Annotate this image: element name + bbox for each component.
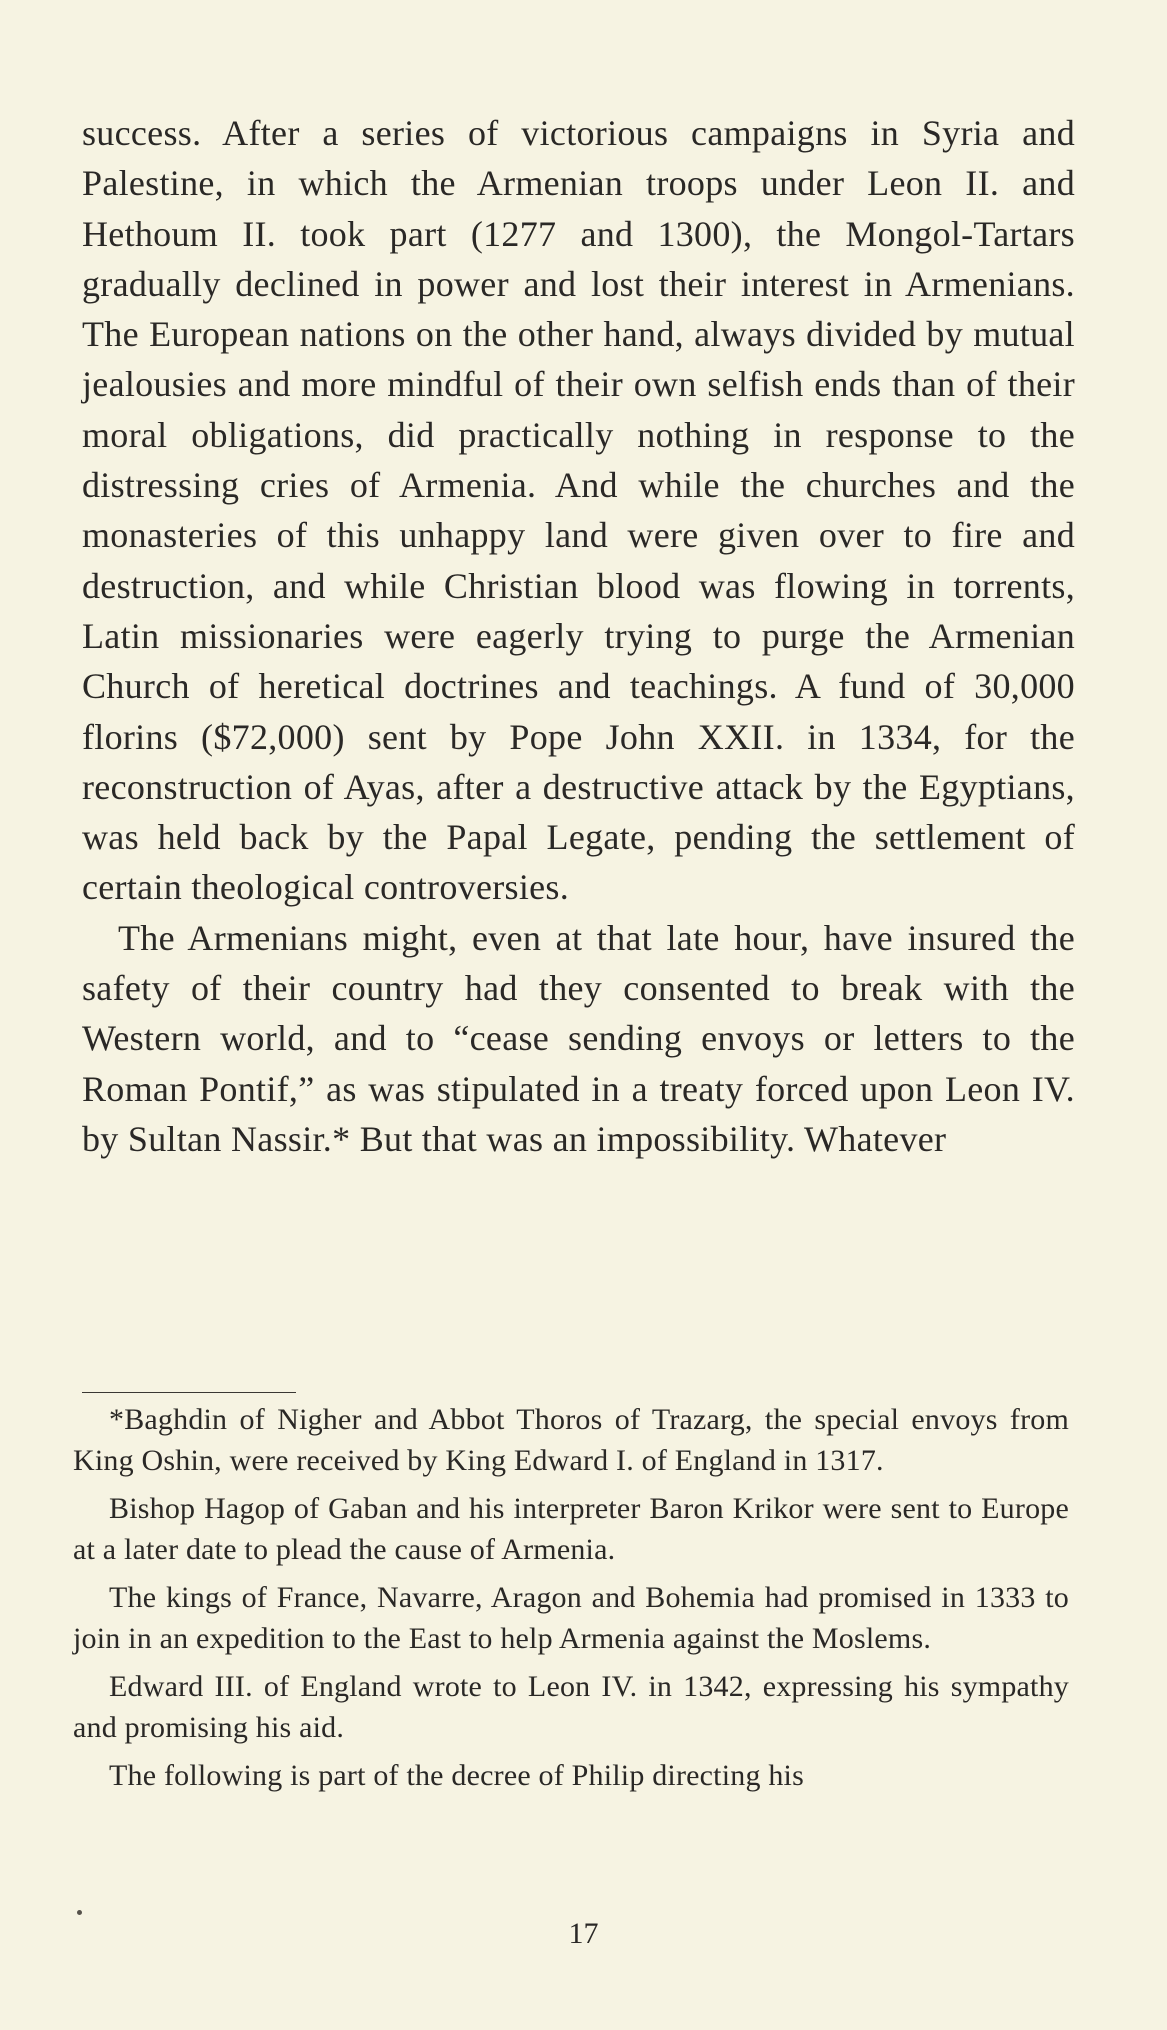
footnote: The following is part of the decree of Philip directing his	[109, 1759, 804, 1792]
page-number: 17	[568, 1917, 599, 1950]
main-text	[82, 108, 1075, 1164]
paragraph: The Armenians might, even at that late hour, have insured the safety of their country had they consented to break with the Western world, and to “cease sending envoys or letters to the Roman Pontif,” as was stipulated in a treaty forced upon Leon IV. by Sultan Nassir.* But that was an impossibility. Whatever	[82, 917, 1075, 1159]
footnotes	[73, 1400, 1069, 1805]
footnote: *Baghdin of Nigher and Abbot Thoros of Trazarg, the special envoys from King Oshin, were received by King Edward I. of England in 1317.	[73, 1403, 1069, 1477]
footnote-rule	[82, 1392, 296, 1393]
paragraph-continued: success. After a series of victorious campaigns in Syria and Palestine, in which the Armenian troops under Leon II. and Hethoum II. took part (1277 and 1300), the Mongol-Tartars gradually declined in power and lost their interest in Armenians. The European nations on the other hand, always divided by mutual jealousies and more mindful of their own selfish ends than of their moral obligations, did practically nothing in response to the distressing cries of Armenia. And while the churches and the monasteries of this unhappy land were given over to fire and destruction, and while Christian blood was flowing in torrents, Latin missionaries were eagerly trying to purge the Armenian Church of heretical doctrines and teachings. A fund of 30,000 florins ($72,000) sent by Pope John XXII. in 1334, for the reconstruction of Ayas, after a destructive attack by the Egyptians, was held back by the Papal Legate, pending the settlement of certain theological controversies.	[82, 113, 1075, 908]
footnote: Bishop Hagop of Gaban and his interpreter Baron Krikor were sent to Europe at a later date to plead the cause of Armenia.	[73, 1492, 1069, 1566]
footnote: The kings of France, Navarre, Aragon and Bohemia had promised in 1333 to join in an expedition to the East to help Armenia against the Moslems.	[73, 1581, 1069, 1655]
footnote: Edward III. of England wrote to Leon IV. in 1342, expressing his sympathy and promising his aid.	[73, 1670, 1069, 1744]
